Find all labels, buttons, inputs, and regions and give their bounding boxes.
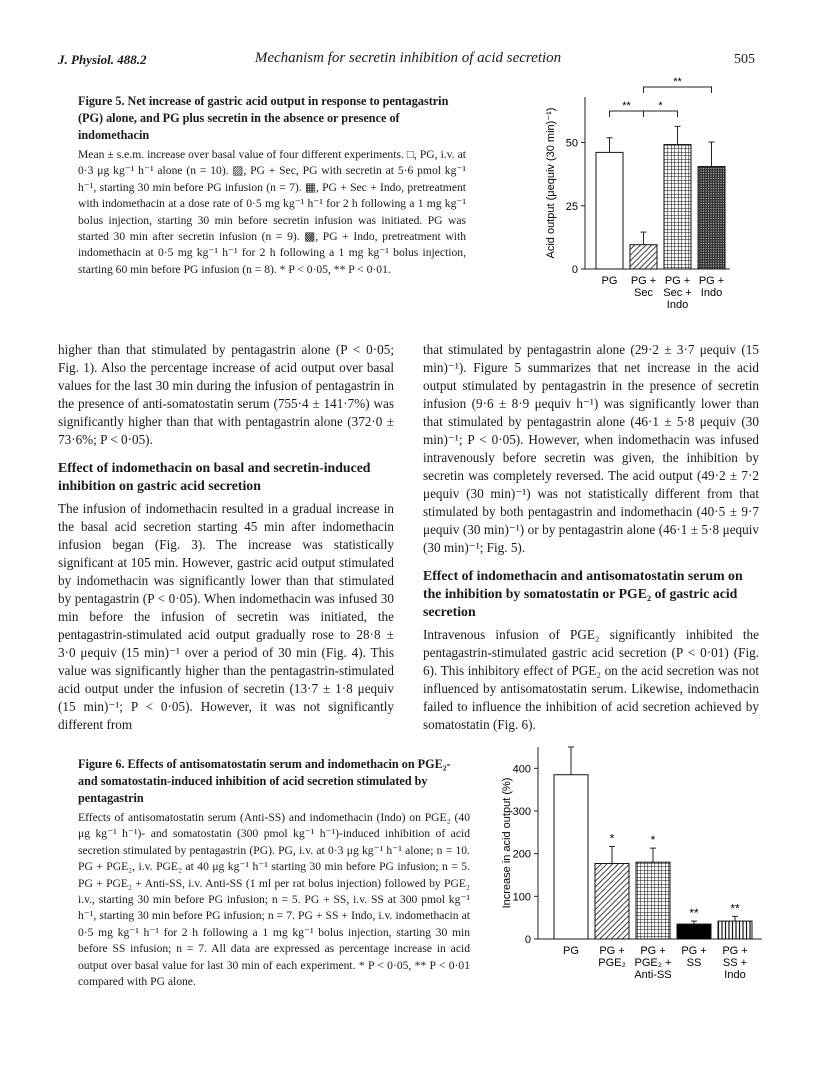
category-label: Sec + [663, 287, 692, 299]
figure6-caption [78, 756, 470, 990]
category-label: PG + [698, 275, 725, 287]
category-label: Anti-SS [634, 969, 672, 981]
figure6-chart [490, 737, 806, 992]
y-tick-label: 200 [512, 848, 531, 861]
left-column [58, 341, 394, 734]
y-tick-label: 300 [512, 806, 531, 818]
category-label: PGE₂ + [634, 957, 672, 969]
category-label: PG + [599, 945, 625, 957]
bar [664, 145, 691, 269]
category-label: PG + [630, 275, 657, 287]
y-tick-label: 100 [512, 891, 531, 904]
significance-label: ** [689, 906, 699, 921]
category-label: Indo [666, 299, 689, 311]
figure5-legend: Mean ± s.e.m. increase over basal value of four different experiments. □, PG, i.v. at 0·3 μg kg⁻¹ h⁻¹ alone (n = 10). ▨, PG + Sec, PG with secretin at 5·6 pmol kg⁻¹ h⁻¹, starting 30 min before PG infusion (n = 7). ▦, PG + Sec + Indo, pretreatment with indomethacin at a dose rate of 0·5 mg kg⁻¹ h⁻¹ for 2 h following a 1 mg kg⁻¹ bolus injection, starting 30 min before secretin infusion was initiated. PG was started 30 min after secretin infusion (n = 9). ▩, PG + Indo, pretreatment with indomethacin at 0·5 mg kg⁻¹ h⁻¹ for 2 h following a 1 mg kg⁻¹ bolus injection, starting 60 min before PG infusion (n = 8). * P < 0·05, ** P < 0·01. [78, 148, 466, 276]
category-label: Indo [724, 969, 746, 981]
y-tick-label: 400 [512, 763, 531, 776]
category-label: PG + [681, 945, 707, 957]
figure6-legend: Effects of antisomatostatin serum (Anti-SS) and indomethacin (Indo) on PGE₂ (40 μg kg⁻¹ h⁻¹)- and somatostatin (300 pmol kg⁻¹ h⁻¹)-induced inhibition of acid secretion stimulated by pentagastrin (PG). PG, i.v. at 0·3 μg kg⁻¹ h⁻¹ alone; n = 10. PG + PGE₂, i.v. PGE₂ at 40 μg kg⁻¹ h⁻¹ starting 30 min before PG infusion; n = 5. PG + PGE₂ + Anti-SS, i.v. Anti-SS (1 ml per rat bolus injection) followed by PGE₂ i.v., starting 30 min before PG infusion; n = 5. PG + SS, i.v. SS at 300 pmol kg⁻¹ h⁻¹, starting 30 min before PG infusion; n = 7. PG + SS + Indo, i.v. indomethacin at 0·5 mg kg⁻¹ h⁻¹ for 2 h following a 1 mg kg⁻¹ bolus injection, starting 30 min before SS infusion; n = 7. All data are expressed as percentage increase in acid output over basal value for last 30 min of each experiment. * P < 0·05, ** P < 0·01 compared with PG alone. [78, 811, 470, 989]
y-axis-label: Increase in acid output (%) [501, 777, 513, 909]
bar [677, 924, 711, 939]
category-label: PG [601, 275, 618, 287]
significance-label: ** [730, 901, 740, 916]
bar [630, 245, 657, 269]
figure5-title: Figure 5. Net increase of gastric acid output in response to pentagastrin (PG) alone, and PG plus secretin in the absence or presence of indomethacin [78, 94, 449, 142]
y-tick-label: 25 [565, 200, 578, 213]
journal-name: J. Physiol. 488.2 [58, 52, 147, 67]
significance-label: * [650, 833, 656, 848]
significance-label: * [609, 831, 615, 846]
body-paragraph: Intravenous infusion of PGE₂ significantly inhibited the pentagastrin-stimulated gastric acid secretion (P < 0·01) (Fig. 6). This inhibitory effect of PGE₂ on the acid secretion was not influenced by antisomatostatin serum. Likewise, indomethacin failed to influence the inhibition of acid secretion achieved by somatostatin (Fig. 6). [423, 627, 759, 732]
bar [636, 862, 670, 939]
category-label: PG + [640, 945, 666, 957]
section-heading: Effect of indomethacin on basal and secretin-induced inhibition on gastric acid secretion [58, 460, 371, 493]
figure6-title: Figure 6. Effects of antisomatostatin serum and indomethacin on PGE₂- and somatostatin-induced inhibition of acid secretion stimulated by pentagastrin [78, 757, 451, 805]
figure5-caption [78, 93, 466, 278]
y-axis-label: Acid output (μequiv (30 min)⁻¹) [545, 107, 557, 259]
running-title: Mechanism for secretin inhibition of acid secretion [254, 50, 562, 66]
category-label: Indo [700, 287, 723, 299]
body-paragraph: that stimulated by pentagastrin alone (29·2 ± 3·7 μequiv (15 min)⁻¹). Figure 5 summarizes that net increase in the acid output stimulated by pentagastrin in the presence of secretin infusion (9·6 ± 8·9 μequiv h⁻¹) was significantly lower than that stimulated by pentagastrin alone (46·1 ± 5·8 μequiv (30 min)⁻¹; P < 0·05). However, when indomethacin was infused intravenously before secretin was given, the inhibition by secretin was completely reversed. The acid output (49·2 ± 7·2 μequiv (30 min)⁻¹) was not statistically different from that stimulated by both pentagastrin and indomethacin (40·5 ± 9·7 μequiv (30 min)⁻¹) or by pentagastrin alone (46·1 ± 5·8 μequiv (30 min)⁻¹; Fig. 5). [423, 342, 759, 555]
category-label: PG + [722, 945, 748, 957]
bar [698, 167, 725, 269]
significance-label: ** [673, 76, 682, 88]
category-label: SS [686, 957, 702, 969]
y-tick-label: 0 [571, 264, 578, 276]
significance-label: ** [622, 100, 631, 112]
significance-label: * [658, 100, 663, 112]
category-label: PGE₂ [598, 957, 626, 969]
bar [595, 863, 629, 939]
body-paragraph: higher than that stimulated by pentagastrin alone (P < 0·05; Fig. 1). Also the percentage increase of acid output over basal values for the last 30 min during the infusion of pentagastrin in the presence of anti-somatostatin serum (755·4 ± 141·7%) was significantly higher than that with pentagastrin alone (372·0 ± 73·6%; P < 0·05). [58, 342, 394, 447]
bar [554, 775, 588, 939]
y-tick-label: 0 [524, 934, 531, 946]
figure5-chart [510, 75, 800, 330]
page-number: 505 [734, 52, 755, 67]
section-heading: Effect of indomethacin and antisomatostatin serum on the inhibition by somatostatin or PGE₂ of gastric acid secretion [423, 568, 743, 619]
bar [596, 152, 623, 269]
bar [718, 921, 752, 939]
y-tick-label: 50 [565, 137, 578, 150]
category-label: PG [563, 945, 579, 957]
category-label: SS + [722, 957, 748, 969]
body-paragraph: The infusion of indomethacin resulted in a gradual increase in the basal acid secretion starting 45 min after indomethacin infusion began (Fig. 3). The increase was statistically significant at 105 min. However, gastric acid output stimulated by indomethacin was significantly lower than that stimulated by pentagastrin (P < 0·05). When indomethacin was infused 30 min before the infusion of secretin was initiated, the pentagastrin-stimulated acid output gradually rose to 28·8 ± 3·0 μequiv (15 min)⁻¹ over a period of 30 min (Fig. 4). This value was significantly higher than the pentagastrin-stimulated acid output under the infusion of secretin (13·7 ± 1·8 μequiv (15 min)⁻¹; P < 0·05). However, it was not significantly different from [58, 501, 394, 732]
category-label: PG + [664, 275, 691, 287]
right-column [423, 341, 759, 734]
category-label: Sec [634, 287, 653, 299]
